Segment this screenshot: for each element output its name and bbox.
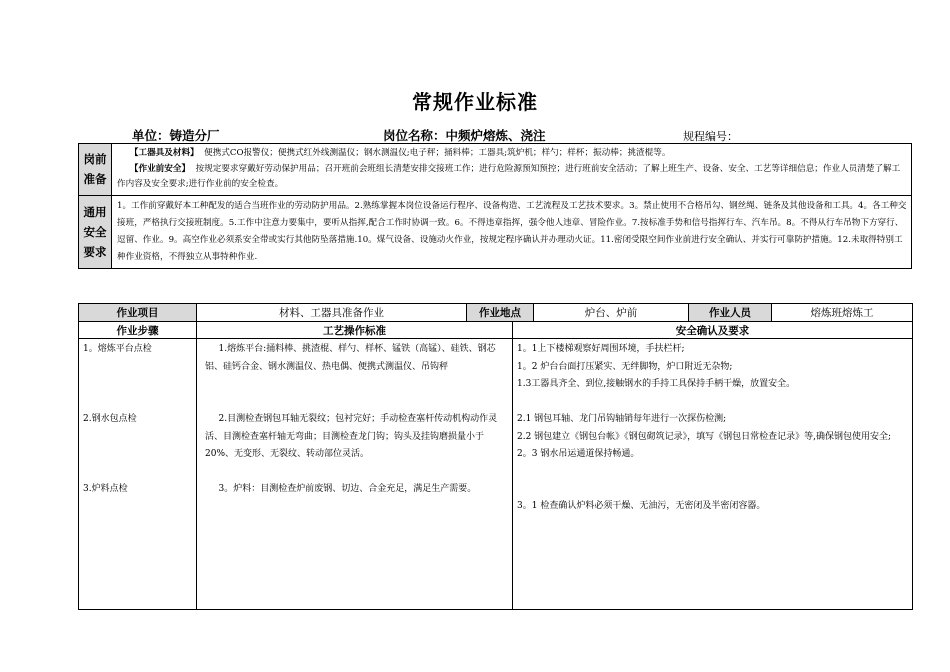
work-table xyxy=(78,303,913,610)
general-label-text: 通用安全要求 xyxy=(83,204,107,259)
staff-label: 作业人员 xyxy=(689,304,772,322)
item-value: 材料、工器具准备作业 xyxy=(197,304,467,322)
safety-heading: 【作业前安全】 xyxy=(129,163,191,174)
prep-label xyxy=(79,144,112,196)
step-item: 2.钢水包点检 xyxy=(83,414,137,424)
unit-label: 单位：铸造分厂 xyxy=(132,128,220,143)
safety-text: 按规定要求穿戴好劳动保护用品；召开班前会班组长清楚安排交接班工作；进行危险源预知预控；进行班前安全活动；了解上班生产、设备、安全、工艺等详细信息；作业人员清楚了解工作内容及安全要求;进行作业前的安全检查。 xyxy=(117,163,901,189)
item-label: 作业项目 xyxy=(79,304,197,322)
prep-label-text: 岗前准备 xyxy=(83,152,107,187)
col-step-header: 作业步骤 xyxy=(79,322,197,339)
safety-item: 1。1上下楼梯观察好周围环境，手扶栏杆; xyxy=(517,344,685,354)
col-process-header: 工艺操作标准 xyxy=(197,322,513,339)
general-label xyxy=(79,195,112,268)
safety-item: 2.1 钢包耳轴、龙门吊钩轴销每年进行一次探伤检测; xyxy=(517,414,727,424)
tools-text: 便携式CO报警仪；便携式红外线测温仪；钢水测温仪;电子秤；捅料棒；工器具;筑炉机；样勺；样杯；振动棒；挑渣棍等。 xyxy=(204,148,671,158)
prep-content xyxy=(112,144,912,196)
staff-value: 熔炼班熔炼工 xyxy=(772,304,913,322)
general-text: 1。工作前穿戴好本工种配发的适合当班作业的劳动防护用品。2.熟练掌握本岗位设备运行程序、设备构造、工艺流程及工艺技术要求。3。禁止使用不合格吊勾、钢丝绳、链条及其他设备和工具。4。各工种交接班，严格执行交接班制度。5.工作中注意力要集中，要听从指挥,配合工作时协调一致。6。不得违章指挥，强令他人违章、冒险作业。7.按标准手势和信号指挥行车、汽车吊。8。不得从行车吊物下方穿行、逗留、作业。9。高空作业必须系安全带或实行其他防坠落措施.10。煤气设备、设施动火作业，按规定程序确认并办理动火证。11.密闭受限空间作业前进行安全确认、并实行可靠防护措施。12.未取得特别工种作业资格，不得独立从事特种作业. xyxy=(117,200,907,262)
place-label: 作业地点 xyxy=(467,304,534,322)
col-safety-header: 安全确认及要求 xyxy=(513,322,913,339)
safety-cell xyxy=(513,339,913,610)
steps-cell xyxy=(79,339,197,610)
step-item: 3.炉料点检 xyxy=(83,484,128,494)
process-cell xyxy=(197,339,513,610)
safety-item: 2。3 钢水吊运通道保持畅通。 xyxy=(517,449,640,459)
page-title: 常规作业标准 xyxy=(412,90,538,114)
general-content xyxy=(112,195,912,268)
process-item: 1.熔炼平台:捅料棒、挑渣棍、样勺、样杯、锰铁（高锰）、硅铁、钢芯铝、硅钙合金、钢水测温仪、热电偶、便携式测温仪、吊钩秤 xyxy=(205,344,496,372)
code-label: 规程编号： xyxy=(683,130,738,143)
safety-item: 2.2 钢包建立《钢包台帐》《钢包砌筑记录》，填写《钢包日常检查记录》等,确保钢包使用安全; xyxy=(517,431,892,442)
process-item: 2.目测检查钢包耳轴无裂纹；包衬完好；手动检查塞杆传动机构动作灵活、目测检查塞杆轴无弯曲；目测检查龙门钩；钩头及挂钩磨损量小于20%、无变形、无裂纹、转动部位灵活。 xyxy=(205,414,498,459)
place-value: 炉台、炉前 xyxy=(534,304,689,322)
safety-item: 1.3工器具齐全、到位,接触钢水的手持工具保持手柄干燥，放置安全。 xyxy=(517,379,796,389)
prep-table xyxy=(78,143,912,269)
safety-item: 3。1 检查确认炉料必须干燥、无油污，无密闭及半密闭容器。 xyxy=(517,501,766,511)
tools-heading: 【工器具及材料】 xyxy=(129,148,199,158)
safety-item: 1。2 炉台台面打压紧实、无绊脚物，炉口附近无杂物; xyxy=(517,361,733,372)
position-label: 岗位名称：中频炉熔炼、浇注 xyxy=(383,128,546,143)
step-item: 1。熔炼平台点检 xyxy=(83,344,152,354)
process-item: 3。炉料：目测检查炉前废钢、切边、合金充足，满足生产需要。 xyxy=(218,484,477,494)
